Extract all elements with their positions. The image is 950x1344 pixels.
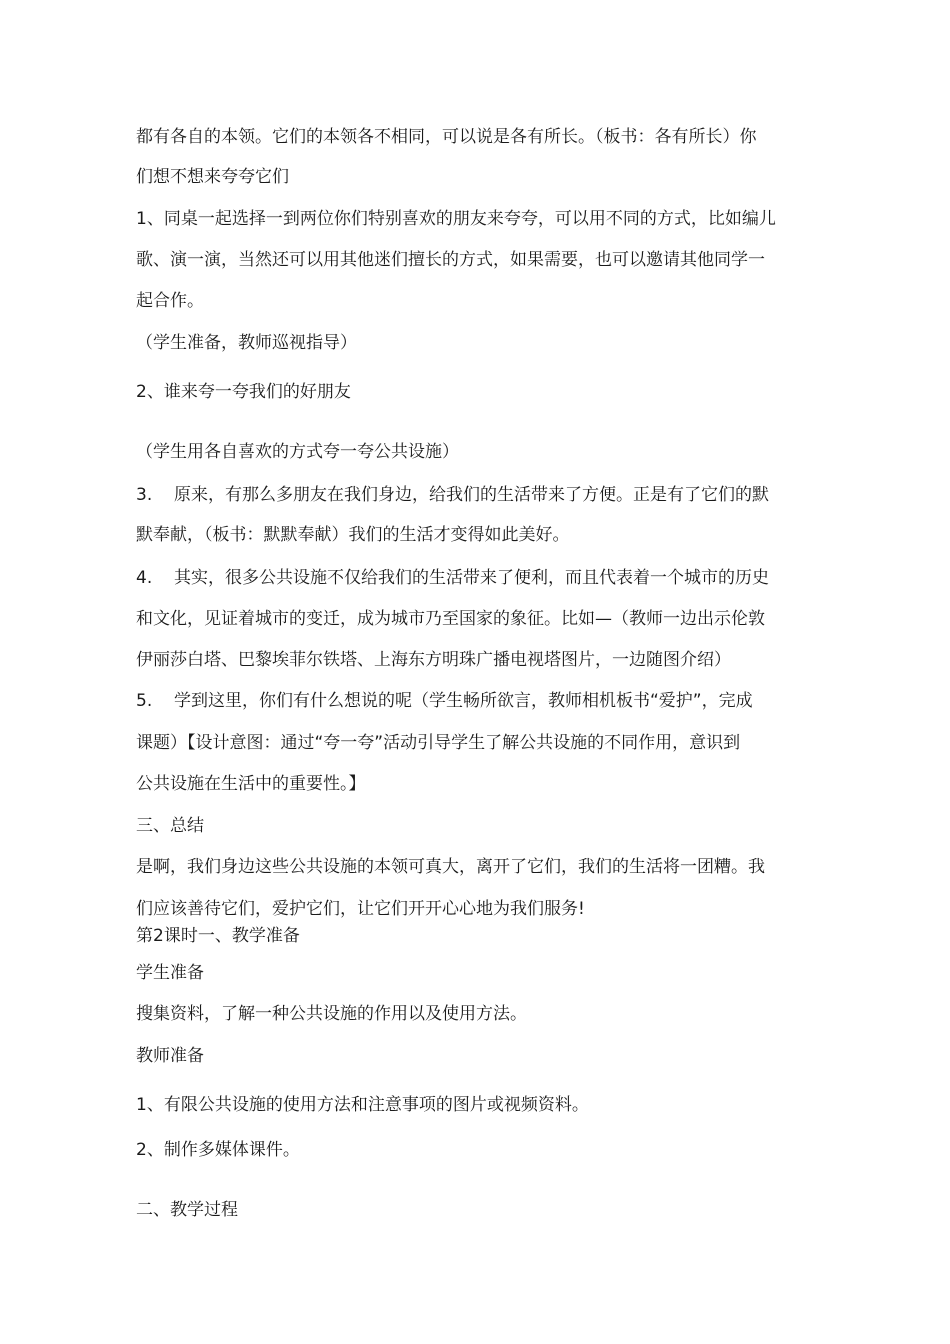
paragraph-line: （学生准备，教师巡视指导） [136,333,357,353]
paragraph-line: 们想不想来夸夸它们 [136,167,289,187]
list-number: 3. [136,485,153,505]
section-heading: 二、教学过程 [136,1200,238,1220]
paragraph-line: （学生用各自喜欢的方式夸一夸公共设施） [136,442,459,462]
list-item-5-line [136,690,753,712]
list-item-1-line: 歌、演一演，当然还可以用其他迷们擅长的方式，如果需要，也可以邀请其他同学一 [136,250,765,270]
list-item-2-line: 2、谁来夸一夸我们的好朋友 [136,382,351,402]
list-item-5-line: 课题）【设计意图：通过“夸一夸”活动引导学生了解公共设施的不同作用，意识到 [136,733,741,753]
section-heading: 第2课时一、教学准备 [136,926,300,946]
list-item-text: 原来，有那么多朋友在我们身边，给我们的生活带来了方便。正是有了它们的默 [174,485,769,505]
list-item-3-line [136,484,769,506]
paragraph-line: 搜集资料，了解一种公共设施的作用以及使用方法。 [136,1004,527,1024]
section-heading: 三、总结 [136,816,204,836]
list-item-line: 2、制作多媒体课件。 [136,1140,300,1160]
paragraph-line: 们应该善待它们，爱护它们，让它们开开心心地为我们服务! [136,899,585,919]
list-number: 5. [136,691,153,711]
list-item-1-line: 起合作。 [136,291,204,311]
list-item-3-line: 默奉献，（板书：默默奉献）我们的生活才变得如此美好。 [136,525,570,545]
list-item-4-line: 和文化，见证着城市的变迁，成为城市乃至国家的象征。比如—（教师一边出示伦敦 [136,609,765,629]
subheading: 教师准备 [136,1046,204,1066]
list-item-4-line: 伊丽莎白塔、巴黎埃菲尔铁塔、上海东方明珠广播电视塔图片，一边随图介绍） [136,650,731,670]
paragraph-line: 是啊，我们身边这些公共设施的本领可真大，离开了它们，我们的生活将一团糟。我 [136,857,765,877]
list-item-text: 学到这里，你们有什么想说的呢（学生畅所欲言，教师相机板书“爱护”，完成 [174,691,753,711]
paragraph-line: 都有各自的本领。它们的本领各不相同，可以说是各有所长。（板书：各有所长）你 [136,127,757,147]
subheading: 学生准备 [136,963,204,983]
list-item-line: 1、有限公共设施的使用方法和注意事项的图片或视频资料。 [136,1095,589,1115]
list-item-text: 其实，很多公共设施不仅给我们的生活带来了便利，而且代表着一个城市的历史 [174,568,769,588]
list-item-1-line: 1、同桌一起选择一到两位你们特别喜欢的朋友来夸夸，可以用不同的方式，比如编儿 [136,209,776,229]
list-item-5-line: 公共设施在生活中的重要性。】 [136,774,366,794]
list-item-4-line [136,567,769,589]
list-number: 4. [136,568,153,588]
